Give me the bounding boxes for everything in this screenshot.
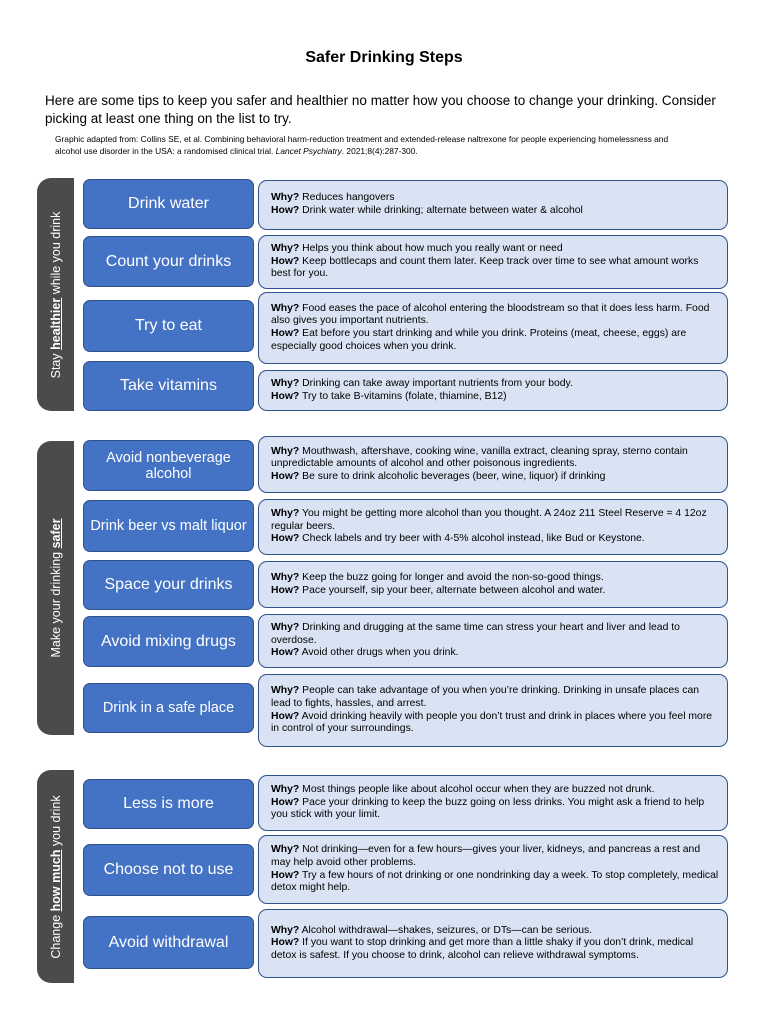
why-line: Why? Most things people like about alcohol occur when they are buzzed not drunk. — [271, 784, 655, 796]
section-label-how-much — [37, 770, 74, 983]
action-choose-not-use: Choose not to use — [83, 844, 254, 896]
why-line: Why? Helps you think about how much you really want or need — [271, 243, 563, 255]
citation-text: Graphic adapted from: Collins SE, et al. Combining behavioral harm-reduction treatment and extended-release naltrexone for people experiencing homelessness and alcohol use disorder in the USA: a randomised clinical trial. — [55, 134, 669, 156]
tip-card — [258, 292, 728, 364]
why-line: Why? Drinking can take away important nutrients from your body. — [271, 377, 573, 389]
how-line: How? Avoid other drugs when you drink. — [271, 647, 459, 659]
citation — [55, 134, 695, 157]
section-label-healthier — [37, 178, 74, 411]
tip-card — [258, 370, 728, 411]
how-line: How? Try a few hours of not drinking or one nondrinking day a week. To stop completely, medical detox might help. — [271, 869, 719, 894]
why-line: Why? Reduces hangovers — [271, 192, 395, 204]
action-less-is-more: Less is more — [83, 779, 254, 829]
section-label-text: Change how much you drink — [48, 794, 63, 959]
why-line: Why? Not drinking—even for a few hours—gives your liver, kidneys, and pancreas a rest and may help avoid other problems. — [271, 844, 701, 868]
action-beer-vs-malt: Drink beer vs malt liquor — [83, 500, 254, 552]
why-line: Why? Mouthwash, aftershave, cooking wine, vanilla extract, cleaning spray, sterno contain unpredictable amounts of alcohol and other poisonous ingredients. — [271, 445, 688, 470]
tip-card — [258, 436, 728, 493]
why-line: Why? Keep the buzz going for longer and avoid the non-so-good things. — [271, 571, 604, 583]
action-safe-place: Drink in a safe place — [83, 683, 254, 733]
tip-card — [258, 775, 728, 831]
how-line: How? Keep bottlecaps and count them later. Keep track over time to see what amount works best for you. — [271, 255, 699, 280]
action-take-vitamins: Take vitamins — [83, 361, 254, 411]
tip-card — [258, 909, 728, 978]
tip-card — [258, 674, 728, 747]
action-avoid-nonbeverage: Avoid nonbeverage alcohol — [83, 440, 254, 491]
how-line: How? Check labels and try beer with 4-5% alcohol instead, like Bud or Keystone. — [271, 533, 645, 545]
tip-card — [258, 614, 728, 668]
why-line: Why? Food eases the pace of alcohol entering the bloodstream so that it does less harm. Food also gives you important nutrients. — [271, 302, 710, 327]
page-title: Safer Drinking Steps — [305, 49, 463, 66]
why-line: Why? Drinking and drugging at the same time can stress your heart and liver and lead to overdose. — [271, 622, 680, 646]
how-line: How? Pace yourself, sip your beer, alternate between alcohol and water. — [271, 584, 606, 596]
intro-text: Here are some tips to keep you safer and healthier no matter how you choose to change your drinking. Consider picking at least one thing on the list to try. — [45, 93, 716, 126]
how-line: How? Eat before you start drinking and while you drink. Proteins (meat, cheese, eggs) are especially good choices when you drink. — [271, 328, 687, 352]
how-line: How? Drink water while drinking; alternate between water & alcohol — [271, 205, 583, 216]
how-line: How? Pace your drinking to keep the buzz going on less drinks. You might ask a friend to help you stick with your limit. — [271, 796, 705, 821]
how-line: How? If you want to stop drinking and get more than a little shaky if you don’t drink, medical detox is safest. If you choose to drink, alcohol can relieve withdrawal symptoms. — [271, 937, 694, 961]
action-try-eat: Try to eat — [83, 300, 254, 352]
action-drink-water: Drink water — [83, 179, 254, 229]
citation-journal: Lancet Psychiatry — [275, 145, 342, 156]
action-avoid-withdrawal: Avoid withdrawal — [83, 916, 254, 969]
tip-card — [258, 561, 728, 608]
citation-ref: . 2021;8(4):287-300. — [341, 145, 418, 156]
how-line: How? Avoid drinking heavily with people you don’t trust and drink in places where you feel more in control of your surroundings. — [271, 710, 713, 735]
action-space-drinks: Space your drinks — [83, 560, 254, 610]
action-avoid-mixing: Avoid mixing drugs — [83, 616, 254, 667]
section-label-safer — [37, 441, 74, 735]
tip-card — [258, 180, 728, 230]
why-line: Why? People can take advantage of you when you’re drinking. Drinking in unsafe places can lead to fights, hassles, and arrest. — [271, 685, 699, 709]
tip-card — [258, 235, 728, 289]
why-line: Why? You might be getting more alcohol than you thought. A 24oz 211 Steel Reserve = 4 12oz regular beers. — [271, 508, 707, 532]
tip-card — [258, 499, 728, 555]
how-line: How? Try to take B-vitamins (folate, thiamine, B12) — [271, 390, 507, 402]
why-line: Why? Alcohol withdrawal—shakes, seizures, or DTs—can be serious. — [271, 924, 593, 936]
section-label-text: Make your drinking safer — [48, 518, 63, 658]
tip-card — [258, 835, 728, 904]
how-line: How? Be sure to drink alcoholic beverages (beer, wine, liquor) if drinking — [271, 470, 606, 482]
section-label-text: Stay healthier while you drink — [48, 211, 63, 378]
action-count-drinks: Count your drinks — [83, 236, 254, 287]
